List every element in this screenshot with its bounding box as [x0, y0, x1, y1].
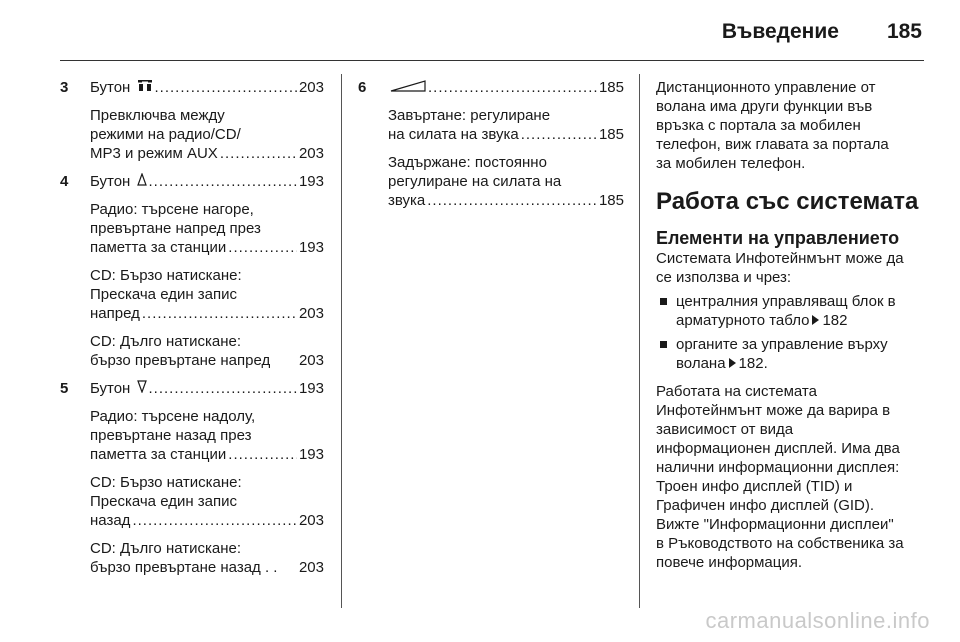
seek-up-icon: [137, 173, 147, 186]
entry-label: Бутон: [90, 79, 131, 96]
page-ref: 203: [298, 145, 324, 162]
entry-3: [60, 78, 324, 163]
page-ref: 203: [298, 79, 324, 96]
page-ref: 203: [298, 352, 324, 369]
page-ref: 193: [298, 446, 324, 463]
volume-wedge-icon: [390, 80, 426, 92]
entry-number: 4: [60, 173, 69, 190]
entry-title-line: [90, 172, 324, 191]
entry-number: 6: [358, 79, 367, 96]
paragraph: Системата Инфотейнмънт може да се използва и чрез:: [656, 250, 904, 286]
entry-sub: Завъртане: регулиране на силата на звука ..... 185: [388, 106, 624, 144]
page-ref: 185: [598, 192, 624, 209]
list-item: органите за управление върху волана 182.: [656, 335, 922, 373]
page-header: [722, 20, 922, 48]
page-ref-arrow-icon: [812, 315, 819, 325]
page-ref: 193: [298, 239, 324, 256]
entry-label: Бутон: [90, 380, 131, 397]
entry-4: [60, 172, 324, 370]
page-ref: 203: [298, 512, 324, 529]
subsection-heading: Елементи на управлението: [656, 228, 900, 248]
car-phone-icon: [137, 79, 153, 92]
column-1: [60, 78, 324, 577]
bullet-list: [656, 292, 922, 373]
column-divider-1: [341, 74, 342, 608]
page-ref-link[interactable]: 182: [822, 312, 848, 329]
entry-5: [60, 379, 324, 577]
entry-sub: Превключва между режими на радио/CD/ MP3 и режим AUX ..... 203: [90, 106, 324, 163]
list-item: централния управляващ блок в арматурното табло 182: [656, 292, 922, 330]
page-ref: 203: [298, 559, 324, 576]
entry-sub: CD: Дълго натискане: бързо превъртане назад . . 203: [90, 540, 324, 576]
entry-label: Бутон: [90, 173, 131, 190]
entry-number: 3: [60, 79, 69, 96]
page-ref: 193: [298, 380, 324, 397]
intro-paragraph: Дистанционното управление от волана има други функции във връзка с портала за мобилен телефон, виж главата за портала за мобилен телефон.: [656, 79, 889, 172]
section-title: Въведение: [721, 20, 839, 43]
page-ref: 185: [598, 79, 624, 96]
entry-title-line: [90, 379, 324, 398]
page-ref: 203: [298, 305, 324, 322]
column-3: [656, 78, 922, 572]
page-ref: 193: [298, 173, 324, 190]
page-ref: 185: [598, 126, 624, 143]
entry-sub: Радио: търсене надолу, превъртане назад през паметта за станции ..... 193: [90, 407, 324, 464]
entry-sub: CD: Бързо натискане: Прескача един запис назад ..... 203: [90, 473, 324, 530]
watermark: carmanualsonline.info: [705, 608, 930, 633]
entry-title-line: [90, 78, 324, 97]
entry-6: [358, 78, 624, 210]
section-heading: Работа със системата: [656, 188, 919, 215]
entry-title-line: [388, 78, 624, 97]
paragraph: Работата на системата Инфотейнмънт може да варира в зависимост от вида информационен дисплей. Има два налични информационни дисплея: Троен инфо дисплей (TID) и Графичен инфо дисплей (GID). Вижте "Информационни дисплеи" в Ръководството на собственика за повече информация.: [656, 383, 904, 571]
entry-sub: CD: Бързо натискане: Прескача един запис напред ..... 203: [90, 266, 324, 323]
page-number: 185: [886, 20, 922, 43]
entry-number: 5: [60, 380, 69, 397]
seek-down-icon: [137, 380, 147, 393]
header-rule: [60, 60, 924, 61]
column-divider-2: [639, 74, 640, 608]
entry-sub: Задържане: постоянно регулиране на силата на звука ..... 185: [388, 153, 624, 210]
entry-sub: CD: Дълго натискане: бързо превъртане напред 203: [90, 333, 324, 369]
entry-sub: Радио: търсене нагоре, превъртане напред през паметта за станции ..... 193: [90, 200, 324, 257]
page-ref-link[interactable]: 182.: [738, 355, 768, 372]
page-ref-arrow-icon: [729, 358, 736, 368]
column-2: [358, 78, 624, 210]
